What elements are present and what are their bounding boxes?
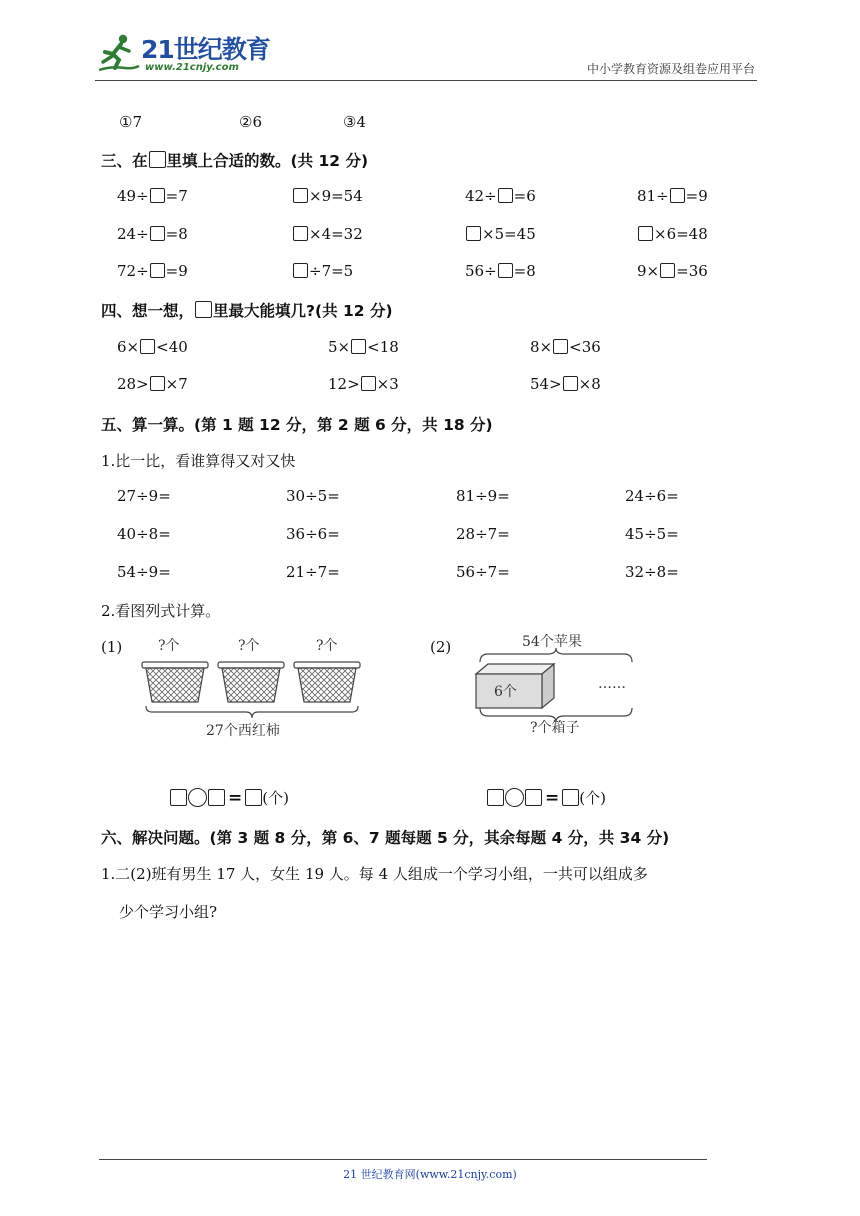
answer-box[interactable] xyxy=(150,226,165,241)
answer-box[interactable] xyxy=(466,226,481,241)
s4-item: 54> ×8 xyxy=(530,375,601,393)
header-divider xyxy=(95,80,757,81)
calc-item: 40÷8= xyxy=(117,525,171,543)
option-2: ②6 xyxy=(239,113,262,131)
answer-box[interactable] xyxy=(293,226,308,241)
calc-item: 45÷5= xyxy=(625,525,679,543)
basket-icon xyxy=(294,662,360,702)
s4-item: 28> ×7 xyxy=(117,375,188,393)
answer-box[interactable] xyxy=(525,789,542,806)
basket-count-label: ?个 xyxy=(238,638,260,654)
answer-box[interactable] xyxy=(245,789,262,806)
calc-item: 54÷9= xyxy=(117,563,171,581)
s3-item: 56÷ =8 xyxy=(465,262,536,280)
calc-item: 24÷6= xyxy=(625,487,679,505)
answer-box[interactable] xyxy=(351,339,366,354)
s6-q1-line1: 1.二(2)班有男生 17 人，女生 19 人。每 4 人组成一个学习小组，一共可以组成多 xyxy=(101,865,648,883)
basket-icon xyxy=(218,662,284,702)
s4-item: 8× <36 xyxy=(530,338,601,356)
site-logo xyxy=(95,30,270,82)
dots: …… xyxy=(598,676,626,692)
total-label: 27个西红柿 xyxy=(206,723,280,739)
operator-circle[interactable] xyxy=(188,788,207,807)
answer-box[interactable] xyxy=(562,789,579,806)
operator-circle[interactable] xyxy=(505,788,524,807)
top-label: 54个苹果 xyxy=(522,634,582,650)
s4-item: 5× <18 xyxy=(328,338,399,356)
calc-item: 36÷6= xyxy=(286,525,340,543)
calc-item: 32÷8= xyxy=(625,563,679,581)
answer-box[interactable] xyxy=(150,263,165,278)
basket-count-label: ?个 xyxy=(316,638,338,654)
fig1-equation: = (个) xyxy=(170,787,289,808)
answer-box[interactable] xyxy=(208,789,225,806)
answer-box[interactable] xyxy=(498,188,513,203)
s5-q2-label: 2.看图列式计算。 xyxy=(101,602,221,620)
answer-box[interactable] xyxy=(140,339,155,354)
option-3: ③4 xyxy=(343,113,366,131)
basket-count-label: ?个 xyxy=(158,638,180,654)
answer-box[interactable] xyxy=(150,376,165,391)
calc-item: 81÷9= xyxy=(456,487,510,505)
calc-item: 30÷5= xyxy=(286,487,340,505)
s3-item: ×4=32 xyxy=(292,225,363,243)
calc-item: 21÷7= xyxy=(286,563,340,581)
s6-q1-line2: 少个学习小组? xyxy=(119,903,218,921)
answer-box[interactable] xyxy=(563,376,578,391)
answer-box[interactable] xyxy=(638,226,653,241)
brace-icon xyxy=(146,706,358,718)
s3-item: 9× =36 xyxy=(637,262,708,280)
blank-box-icon xyxy=(195,301,212,318)
s3-item: 49÷ =7 xyxy=(117,187,188,205)
calc-item: 56÷7= xyxy=(456,563,510,581)
option-1: ①7 xyxy=(119,113,142,131)
answer-box[interactable] xyxy=(361,376,376,391)
section-5-heading: 五、算一算。(第 1 题 12 分，第 2 题 6 分，共 18 分) xyxy=(101,416,493,434)
box-count-label: 6个 xyxy=(494,684,517,700)
answer-box[interactable] xyxy=(553,339,568,354)
s3-item: 72÷ =9 xyxy=(117,262,188,280)
s3-item: ÷7=5 xyxy=(292,262,353,280)
basket-icon xyxy=(142,662,208,702)
footer-divider xyxy=(99,1159,707,1160)
s3-item: ×9=54 xyxy=(292,187,363,205)
s3-item: 81÷ =9 xyxy=(637,187,708,205)
runner-logo-icon xyxy=(95,32,141,76)
s3-item: ×5=45 xyxy=(465,225,536,243)
baskets-figure xyxy=(138,632,368,744)
answer-box[interactable] xyxy=(293,263,308,278)
s4-item: 12> ×3 xyxy=(328,375,399,393)
calc-item: 28÷7= xyxy=(456,525,510,543)
section-4-heading: 四、想一想， 里最大能填几?(共 12 分) xyxy=(101,302,393,320)
s4-item: 6× <40 xyxy=(117,338,188,356)
blank-box-icon xyxy=(149,151,166,168)
bottom-label: ?个箱子 xyxy=(530,720,580,736)
s5-q1-label: 1.比一比，看谁算得又对又快 xyxy=(101,452,296,470)
answer-box[interactable] xyxy=(498,263,513,278)
fig2-equation: = (个) xyxy=(487,787,606,808)
platform-title: 中小学教育资源及组卷应用平台 xyxy=(586,62,755,76)
boxes-figure xyxy=(468,628,648,740)
answer-box[interactable] xyxy=(293,188,308,203)
brace-icon xyxy=(480,648,632,662)
footer-text[interactable]: 21 世纪教育网(www.21cnjy.com) xyxy=(343,1168,517,1181)
section-6-heading: 六、解决问题。(第 3 题 8 分，第 6、7 题每题 5 分，其余每题 4 分，共 34 分) xyxy=(101,829,670,847)
logo-text: 21世纪教育 xyxy=(141,35,270,64)
s3-item: 42÷ =6 xyxy=(465,187,536,205)
fig2-label: (2) xyxy=(430,638,452,656)
s3-item: 24÷ =8 xyxy=(117,225,188,243)
answer-box[interactable] xyxy=(670,188,685,203)
answer-box[interactable] xyxy=(487,789,504,806)
logo-url: www.21cnjy.com xyxy=(145,62,239,73)
answer-box[interactable] xyxy=(150,188,165,203)
answer-box[interactable] xyxy=(170,789,187,806)
section-3-heading: 三、在 里填上合适的数。(共 12 分) xyxy=(101,152,369,170)
calc-item: 27÷9= xyxy=(117,487,171,505)
answer-box[interactable] xyxy=(660,263,675,278)
s3-item: ×6=48 xyxy=(637,225,708,243)
fig1-label: (1) xyxy=(101,638,123,656)
